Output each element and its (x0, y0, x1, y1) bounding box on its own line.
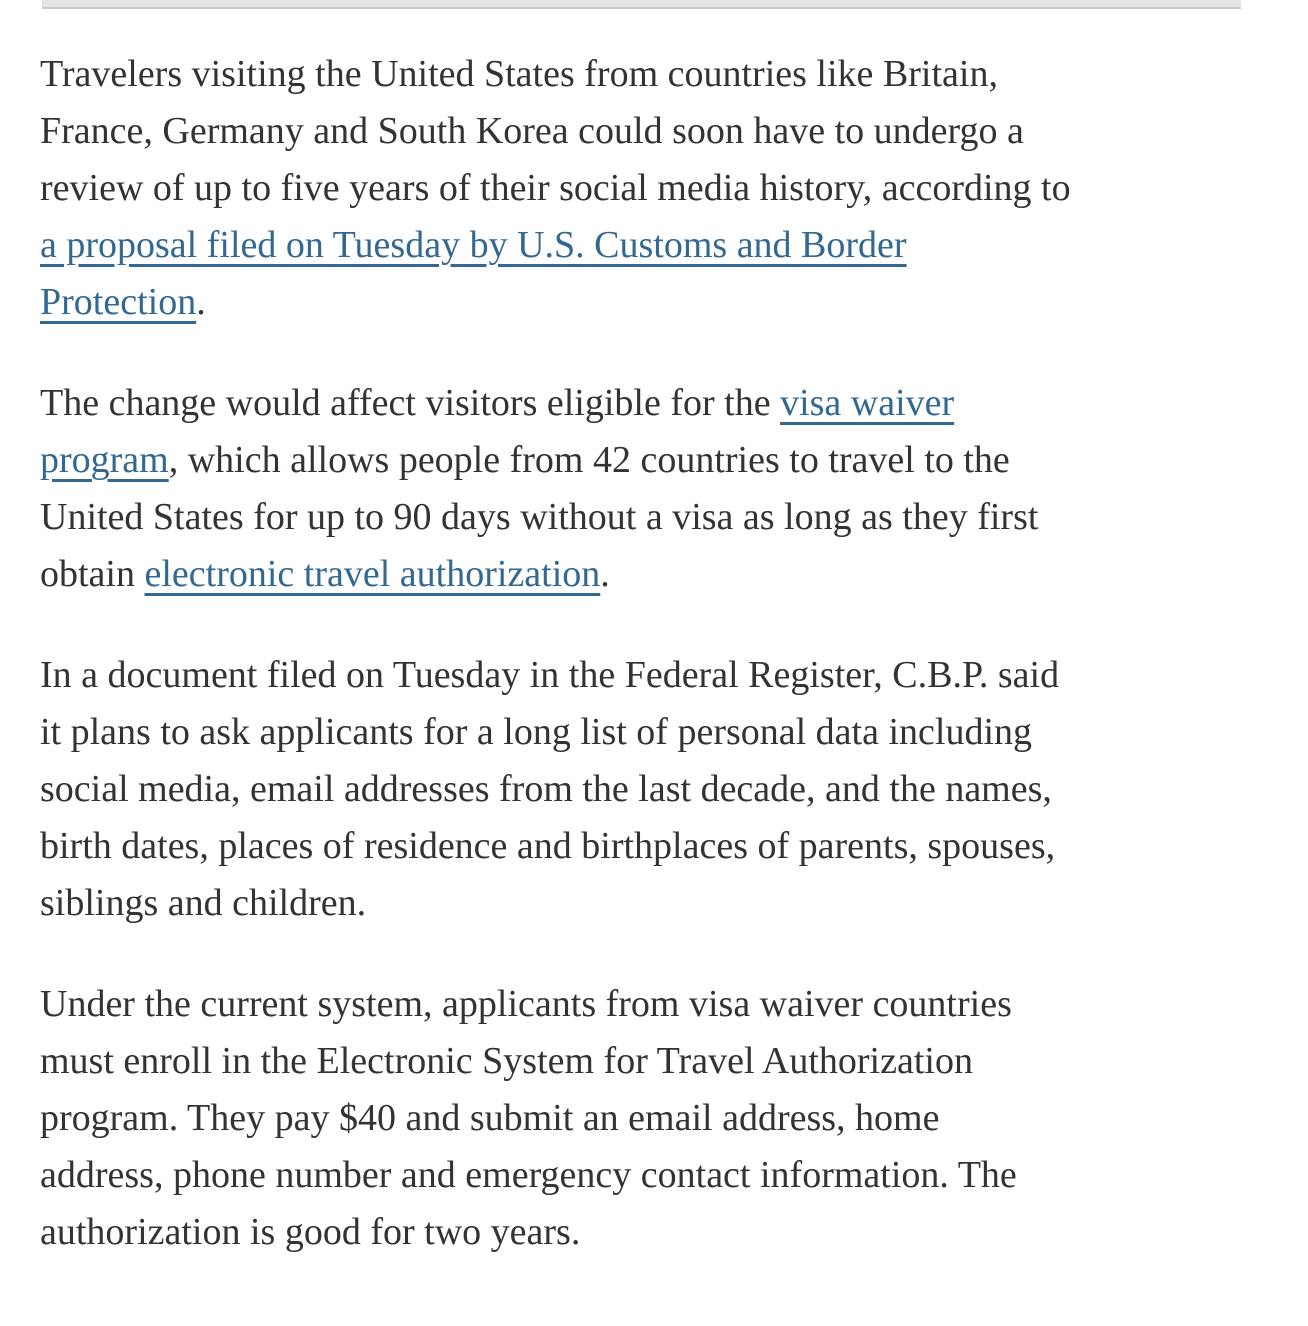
text-run: birth dates, places of residence and birthplaces of parents, spouses, (40, 825, 1056, 867)
paragraph (40, 976, 1280, 1261)
cropped-element-bottom-edge (42, 0, 1241, 9)
text-run: In a document filed on Tuesday in the Federal Register, C.B.P. said (40, 654, 1060, 696)
electronic-travel-authorization-link[interactable]: electronic travel authorization (144, 553, 601, 595)
visa-waiver-program-link[interactable]: program (40, 439, 169, 481)
cbp-proposal-link[interactable]: a proposal filed on Tuesday by U.S. Customs and Border (40, 224, 907, 266)
text-run: program. They pay $40 and submit an email address, home (40, 1097, 940, 1139)
text-run: Under the current system, applicants from visa waiver countries (40, 983, 1012, 1025)
text-run: obtain (40, 553, 145, 595)
text-run: siblings and children. (40, 882, 367, 924)
cbp-proposal-link[interactable]: Protection (40, 281, 197, 323)
text-run: . (600, 553, 610, 595)
text-run: social media, email addresses from the last decade, and the names, (40, 768, 1052, 810)
text-run: address, phone number and emergency contact information. The (40, 1154, 1017, 1196)
text-run: United States for up to 90 days without a visa as long as they first (40, 496, 1039, 538)
text-run: The change would affect visitors eligible for the (40, 382, 781, 424)
paragraph (40, 46, 1280, 331)
article-body (40, 46, 1280, 1305)
text-run: France, Germany and South Korea could soon have to undergo a (40, 110, 1024, 152)
text-run: . (196, 281, 206, 323)
text-run: Travelers visiting the United States from countries like Britain, (40, 53, 998, 95)
text-run: authorization is good for two years. (40, 1211, 581, 1253)
paragraph (40, 375, 1280, 603)
text-run: , which allows people from 42 countries to travel to the (168, 439, 1010, 481)
paragraph (40, 647, 1280, 932)
text-run: must enroll in the Electronic System for Travel Authorization (40, 1040, 973, 1082)
text-run: review of up to five years of their social media history, according to (40, 167, 1071, 209)
visa-waiver-program-link[interactable]: visa waiver (780, 382, 955, 424)
text-run: it plans to ask applicants for a long list of personal data including (40, 711, 1033, 753)
